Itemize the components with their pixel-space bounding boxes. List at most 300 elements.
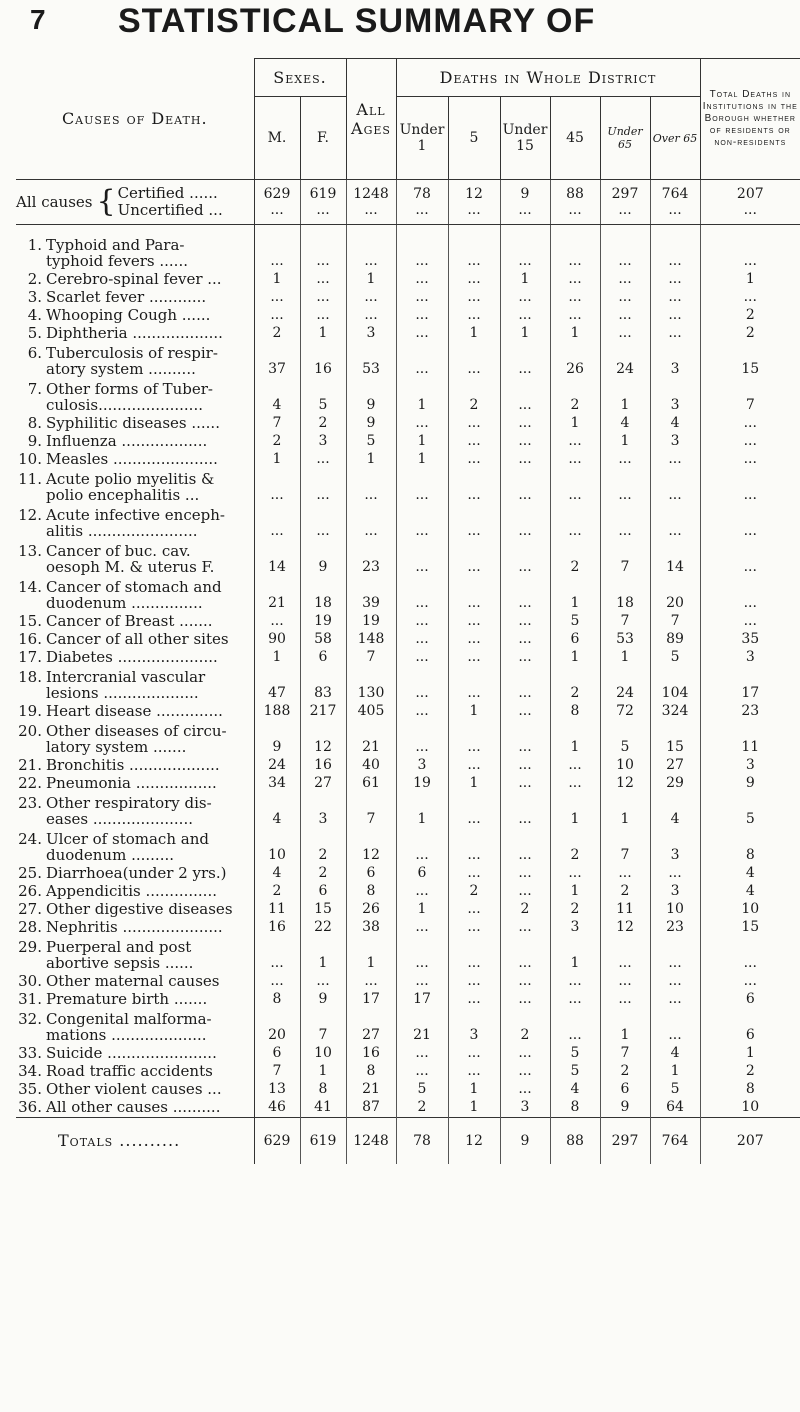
cause-value: ...: [254, 973, 300, 991]
cause-value: ...: [448, 937, 500, 973]
cause-value: ...: [650, 451, 700, 469]
cause-value: 21: [396, 1009, 448, 1045]
cause-value: 12: [600, 919, 650, 937]
cause-row: [16, 469, 800, 505]
cause-value: ...: [500, 433, 550, 451]
cause-value: 7: [745, 397, 755, 413]
sexes-header: Sexes.: [254, 59, 346, 97]
all-causes-certified-value: 207: [736, 186, 764, 202]
all-causes-uncertified-value: ...: [618, 202, 632, 218]
cause-value: ...: [550, 505, 600, 541]
cause-value: 1: [600, 379, 650, 415]
cause-label-continued: polio encephalitis ...: [46, 486, 200, 504]
cause-label: Cancer of stomach and: [46, 578, 222, 596]
cause-value: ...: [600, 451, 650, 469]
cause-value: 5: [550, 613, 600, 631]
cause-value: 4: [600, 415, 650, 433]
cause-value: ...: [448, 865, 500, 883]
cause-value: ...: [600, 325, 650, 343]
cause-value: 6: [346, 865, 396, 883]
cause-number: 10.: [18, 450, 42, 468]
cause-label: Diarrhoea(under 2 yrs.): [46, 864, 227, 882]
cause-value: 8: [346, 1063, 396, 1081]
cause-value: 1: [500, 271, 550, 289]
cause-value: 7: [346, 649, 396, 667]
cause-value: ...: [650, 235, 700, 271]
cause-value: ...: [550, 865, 600, 883]
cause-value: ...: [600, 307, 650, 325]
cause-value: 10: [741, 901, 760, 917]
cause-value: 39: [346, 577, 396, 613]
cause-value: 1: [550, 883, 600, 901]
cause-label: Acute infective enceph-: [46, 506, 225, 524]
cause-value: ...: [650, 865, 700, 883]
cause-value: ...: [254, 289, 300, 307]
cause-value: ...: [448, 343, 500, 379]
cause-value: 6: [600, 1081, 650, 1099]
cause-value: ...: [550, 271, 600, 289]
cause-value: 47: [254, 667, 300, 703]
cause-label: Cancer of buc. cav.: [46, 542, 191, 560]
cause-value: 7: [600, 613, 650, 631]
cause-row: [16, 631, 800, 649]
cause-value: ...: [500, 721, 550, 757]
cause-value: 19: [396, 775, 448, 793]
cause-row: [16, 577, 800, 613]
cause-label: Cerebro-spinal fever ...: [46, 270, 222, 288]
all-causes-certified-value: 619: [309, 186, 337, 202]
cause-label-continued: alitis .......................: [46, 522, 198, 540]
cause-value: 2: [500, 901, 550, 919]
cause-value: ...: [396, 667, 448, 703]
cause-value: 12: [300, 721, 346, 757]
cause-value: ...: [743, 613, 757, 629]
cause-value: 1: [550, 937, 600, 973]
cause-row: [16, 1045, 800, 1063]
cause-value: ...: [500, 613, 550, 631]
cause-value: 14: [650, 541, 700, 577]
cause-value: 11: [600, 901, 650, 919]
cause-value: 2: [550, 667, 600, 703]
cause-value: ...: [743, 487, 757, 503]
cause-number: 4.: [27, 306, 42, 324]
cause-value: 1: [396, 433, 448, 451]
cause-value: ...: [500, 667, 550, 703]
cause-value: 2: [550, 901, 600, 919]
cause-value: 58: [300, 631, 346, 649]
cause-value: 61: [346, 775, 396, 793]
cause-label: Diabetes .....................: [46, 648, 218, 666]
cause-value: ...: [743, 523, 757, 539]
cause-value: 1: [300, 937, 346, 973]
cause-value: ...: [448, 433, 500, 451]
cause-value: ...: [550, 775, 600, 793]
cause-label: Congenital malforma-: [46, 1010, 212, 1028]
cause-value: 5: [550, 1045, 600, 1063]
cause-value: ...: [500, 379, 550, 415]
cause-value: ...: [448, 235, 500, 271]
cause-value: 1: [550, 793, 600, 829]
cause-value: ...: [650, 289, 700, 307]
cause-value: ...: [650, 1009, 700, 1045]
cause-row: [16, 919, 800, 937]
cause-value: ...: [448, 307, 500, 325]
cause-value: ...: [396, 307, 448, 325]
cause-value: ...: [600, 235, 650, 271]
cause-value: 1: [396, 901, 448, 919]
cause-value: 10: [600, 757, 650, 775]
cause-value: ...: [600, 469, 650, 505]
cause-value: ...: [500, 919, 550, 937]
cause-label: Whooping Cough ......: [46, 306, 211, 324]
cause-value: 83: [300, 667, 346, 703]
all-causes-row: All causes { Certified ...... Uncertified ... 629 ... 619 ... 1248 ... 78 ... 12 ... 9 ... 88 ... 297 ... 764 ... 207 ...: [16, 180, 800, 225]
cause-number: 20.: [18, 722, 42, 740]
cause-value: 1: [600, 649, 650, 667]
cause-value: 2: [254, 325, 300, 343]
cause-row: [16, 307, 800, 325]
cause-value: 104: [650, 667, 700, 703]
cause-value: 16: [346, 1045, 396, 1063]
cause-row: [16, 1099, 800, 1118]
cause-value: 2: [254, 433, 300, 451]
cause-value: ...: [500, 469, 550, 505]
male-header: M.: [254, 97, 300, 180]
cause-row: [16, 667, 800, 703]
cause-value: 1: [550, 577, 600, 613]
cause-value: 37: [254, 343, 300, 379]
cause-value: ...: [550, 1009, 600, 1045]
cause-value: ...: [448, 793, 500, 829]
cause-value: ...: [300, 307, 346, 325]
cause-value: 1: [396, 451, 448, 469]
cause-value: ...: [300, 973, 346, 991]
cause-value: 1: [396, 379, 448, 415]
cause-value: ...: [550, 757, 600, 775]
total-value: 78: [396, 1118, 448, 1165]
under-1-header: Under 1: [396, 97, 448, 180]
cause-row: [16, 505, 800, 541]
cause-value: 2: [550, 541, 600, 577]
cause-value: 4: [650, 415, 700, 433]
cause-value: 5: [650, 649, 700, 667]
cause-value: 34: [254, 775, 300, 793]
cause-label: Cancer of Breast .......: [46, 612, 213, 630]
cause-number: 21.: [18, 756, 42, 774]
cause-label-continued: oesoph M. & uterus F.: [46, 558, 215, 576]
cause-value: ...: [448, 469, 500, 505]
cause-value: 1: [300, 1063, 346, 1081]
cause-label: Typhoid and Para-: [46, 236, 185, 254]
cause-value: 3: [745, 649, 755, 665]
cause-row: [16, 235, 800, 271]
cause-value: 18: [600, 577, 650, 613]
cause-value: ...: [396, 937, 448, 973]
total-value: 619: [300, 1118, 346, 1165]
cause-value: 27: [300, 775, 346, 793]
cause-value: 1: [346, 451, 396, 469]
cause-label-continued: duodenum .........: [46, 846, 174, 864]
cause-value: ...: [346, 505, 396, 541]
cause-value: ...: [550, 289, 600, 307]
all-causes-label: All causes: [16, 192, 93, 211]
cause-value: 9: [300, 541, 346, 577]
cause-label: Ulcer of stomach and: [46, 830, 209, 848]
cause-value: 23: [741, 703, 760, 719]
cause-row: [16, 379, 800, 415]
cause-value: ...: [396, 343, 448, 379]
cause-value: ...: [500, 883, 550, 901]
cause-value: 2: [300, 829, 346, 865]
cause-value: ...: [550, 991, 600, 1009]
cause-value: 2: [745, 1063, 755, 1079]
cause-value: 4: [650, 793, 700, 829]
cause-value: 10: [300, 1045, 346, 1063]
cause-number: 6.: [27, 344, 42, 362]
cause-value: ...: [300, 235, 346, 271]
total-value: 207: [700, 1118, 800, 1165]
cause-value: 15: [741, 361, 760, 377]
cause-value: 24: [254, 757, 300, 775]
cause-value: ...: [550, 469, 600, 505]
cause-value: 5: [650, 1081, 700, 1099]
under-15-header: Under 15: [500, 97, 550, 180]
cause-value: ...: [500, 415, 550, 433]
cause-value: ...: [500, 937, 550, 973]
cause-label-continued: lesions ....................: [46, 684, 199, 702]
under-65-header: Under 65: [600, 97, 650, 180]
cause-value: 7: [600, 1045, 650, 1063]
cause-number: 30.: [18, 972, 42, 990]
cause-number: 33.: [18, 1044, 42, 1062]
cause-value: 40: [346, 757, 396, 775]
cause-number: 3.: [27, 288, 42, 306]
cause-label: Premature birth .......: [46, 990, 208, 1008]
cause-label: Other digestive diseases: [46, 900, 233, 918]
cause-value: ...: [448, 1045, 500, 1063]
cause-value: 11: [741, 739, 760, 755]
cause-number: 11.: [18, 470, 42, 488]
cause-value: ...: [500, 505, 550, 541]
cause-value: 24: [600, 343, 650, 379]
cause-value: 2: [550, 829, 600, 865]
cause-value: ...: [448, 721, 500, 757]
cause-value: 15: [741, 919, 760, 935]
cause-value: ...: [396, 469, 448, 505]
cause-value: ...: [448, 757, 500, 775]
cause-value: ...: [500, 973, 550, 991]
cause-label: Suicide .......................: [46, 1044, 217, 1062]
cause-value: 16: [300, 757, 346, 775]
cause-row: [16, 703, 800, 721]
cause-value: 8: [550, 703, 600, 721]
cause-value: ...: [500, 649, 550, 667]
cause-number: 29.: [18, 938, 42, 956]
cause-value: 12: [346, 829, 396, 865]
cause-value: 14: [254, 541, 300, 577]
cause-label-continued: culosis......................: [46, 396, 203, 414]
total-value: 9: [500, 1118, 550, 1165]
cause-value: ...: [550, 433, 600, 451]
cause-value: 2: [300, 865, 346, 883]
cause-value: 10: [650, 901, 700, 919]
cause-row: [16, 883, 800, 901]
cause-value: 7: [600, 541, 650, 577]
cause-row: [16, 757, 800, 775]
cause-number: 34.: [18, 1062, 42, 1080]
cause-value: 4: [745, 865, 755, 881]
cause-value: ...: [448, 541, 500, 577]
cause-value: ...: [743, 451, 757, 467]
cause-value: 3: [650, 343, 700, 379]
cause-label-continued: duodenum ...............: [46, 594, 203, 612]
cause-value: 17: [396, 991, 448, 1009]
cause-label-continued: atory system ..........: [46, 360, 196, 378]
cause-row: [16, 1081, 800, 1099]
cause-value: ...: [346, 973, 396, 991]
cause-row: [16, 775, 800, 793]
cause-value: ...: [550, 973, 600, 991]
cause-value: ...: [500, 829, 550, 865]
cause-value: 8: [745, 1081, 755, 1097]
cause-value: ...: [448, 577, 500, 613]
cause-value: 21: [346, 721, 396, 757]
cause-value: 12: [600, 775, 650, 793]
cause-value: 6: [745, 991, 755, 1007]
cause-value: 2: [600, 883, 650, 901]
cause-value: 3: [500, 1099, 550, 1118]
cause-value: 9: [600, 1099, 650, 1118]
cause-row: [16, 721, 800, 757]
cause-value: 2: [448, 883, 500, 901]
cause-value: 22: [300, 919, 346, 937]
cause-value: 7: [300, 1009, 346, 1045]
cause-value: ...: [346, 235, 396, 271]
cause-value: ...: [600, 991, 650, 1009]
cause-value: 405: [346, 703, 396, 721]
cause-label: Scarlet fever ............: [46, 288, 207, 306]
cause-value: 7: [346, 793, 396, 829]
cause-number: 22.: [18, 774, 42, 792]
cause-value: 20: [650, 577, 700, 613]
cause-row: [16, 1009, 800, 1045]
cause-value: ...: [500, 757, 550, 775]
cause-number: 23.: [18, 794, 42, 812]
cause-number: 31.: [18, 990, 42, 1008]
cause-value: 1: [550, 649, 600, 667]
cause-value: ...: [743, 973, 757, 989]
cause-number: 13.: [18, 542, 42, 560]
cause-value: 15: [300, 901, 346, 919]
cause-value: ...: [346, 469, 396, 505]
cause-value: ...: [500, 631, 550, 649]
cause-label: Measles ......................: [46, 450, 218, 468]
over-65-header: Over 65: [650, 97, 700, 180]
cause-value: ...: [448, 613, 500, 631]
cause-value: 21: [254, 577, 300, 613]
cause-number: 32.: [18, 1010, 42, 1028]
cause-value: 3: [300, 793, 346, 829]
cause-value: 53: [600, 631, 650, 649]
cause-row: [16, 613, 800, 631]
cause-value: ...: [600, 937, 650, 973]
cause-label: Bronchitis ...................: [46, 756, 220, 774]
cause-label-continued: eases .....................: [46, 810, 193, 828]
cause-number: 15.: [18, 612, 42, 630]
cause-value: 2: [396, 1099, 448, 1118]
cause-value: 2: [745, 325, 755, 341]
cause-value: 148: [346, 631, 396, 649]
cause-row: [16, 415, 800, 433]
cause-value: 89: [650, 631, 700, 649]
cause-label: Other forms of Tuber-: [46, 380, 213, 398]
cause-row: [16, 541, 800, 577]
cause-value: 2: [745, 307, 755, 323]
all-causes-uncertified-value: ...: [364, 202, 378, 218]
cause-label: Cancer of all other sites: [46, 630, 229, 648]
cause-value: ...: [448, 289, 500, 307]
cause-value: 24: [600, 667, 650, 703]
cause-value: 4: [254, 793, 300, 829]
cause-value: 1: [550, 325, 600, 343]
cause-value: ...: [448, 919, 500, 937]
cause-value: 3: [650, 379, 700, 415]
cause-value: 26: [346, 901, 396, 919]
cause-value: ...: [600, 973, 650, 991]
cause-value: ...: [346, 289, 396, 307]
cause-value: ...: [396, 325, 448, 343]
cause-value: ...: [300, 469, 346, 505]
cause-value: 17: [346, 991, 396, 1009]
under-45-header: 45: [550, 97, 600, 180]
cause-value: 5: [745, 811, 755, 827]
cause-value: 7: [254, 415, 300, 433]
cause-value: ...: [254, 937, 300, 973]
deaths-whole-district-header: Deaths in Whole District: [396, 59, 700, 97]
cause-value: ...: [650, 991, 700, 1009]
cause-value: ...: [346, 307, 396, 325]
cause-value: ...: [550, 235, 600, 271]
cause-label: Nephritis .....................: [46, 918, 223, 936]
cause-value: ...: [743, 595, 757, 611]
cause-value: ...: [396, 829, 448, 865]
cause-value: 1: [254, 271, 300, 289]
cause-value: 1: [300, 325, 346, 343]
cause-row: [16, 271, 800, 289]
cause-value: 2: [254, 883, 300, 901]
cause-label: Other respiratory dis-: [46, 794, 212, 812]
cause-number: 26.: [18, 882, 42, 900]
cause-value: 8: [254, 991, 300, 1009]
cause-row: [16, 343, 800, 379]
all-causes-uncertified-value: ...: [415, 202, 429, 218]
cause-value: ...: [500, 991, 550, 1009]
cause-value: 5: [550, 1063, 600, 1081]
cause-value: 41: [300, 1099, 346, 1118]
cause-value: 1: [550, 721, 600, 757]
cause-value: ...: [500, 793, 550, 829]
cause-value: ...: [396, 1063, 448, 1081]
all-causes-uncertified-value: ...: [668, 202, 682, 218]
cause-value: 7: [600, 829, 650, 865]
cause-value: ...: [743, 433, 757, 449]
cause-value: ...: [396, 577, 448, 613]
cause-value: 26: [550, 343, 600, 379]
cause-value: 23: [346, 541, 396, 577]
cause-value: ...: [600, 289, 650, 307]
cause-row: [16, 649, 800, 667]
cause-value: 6: [300, 649, 346, 667]
